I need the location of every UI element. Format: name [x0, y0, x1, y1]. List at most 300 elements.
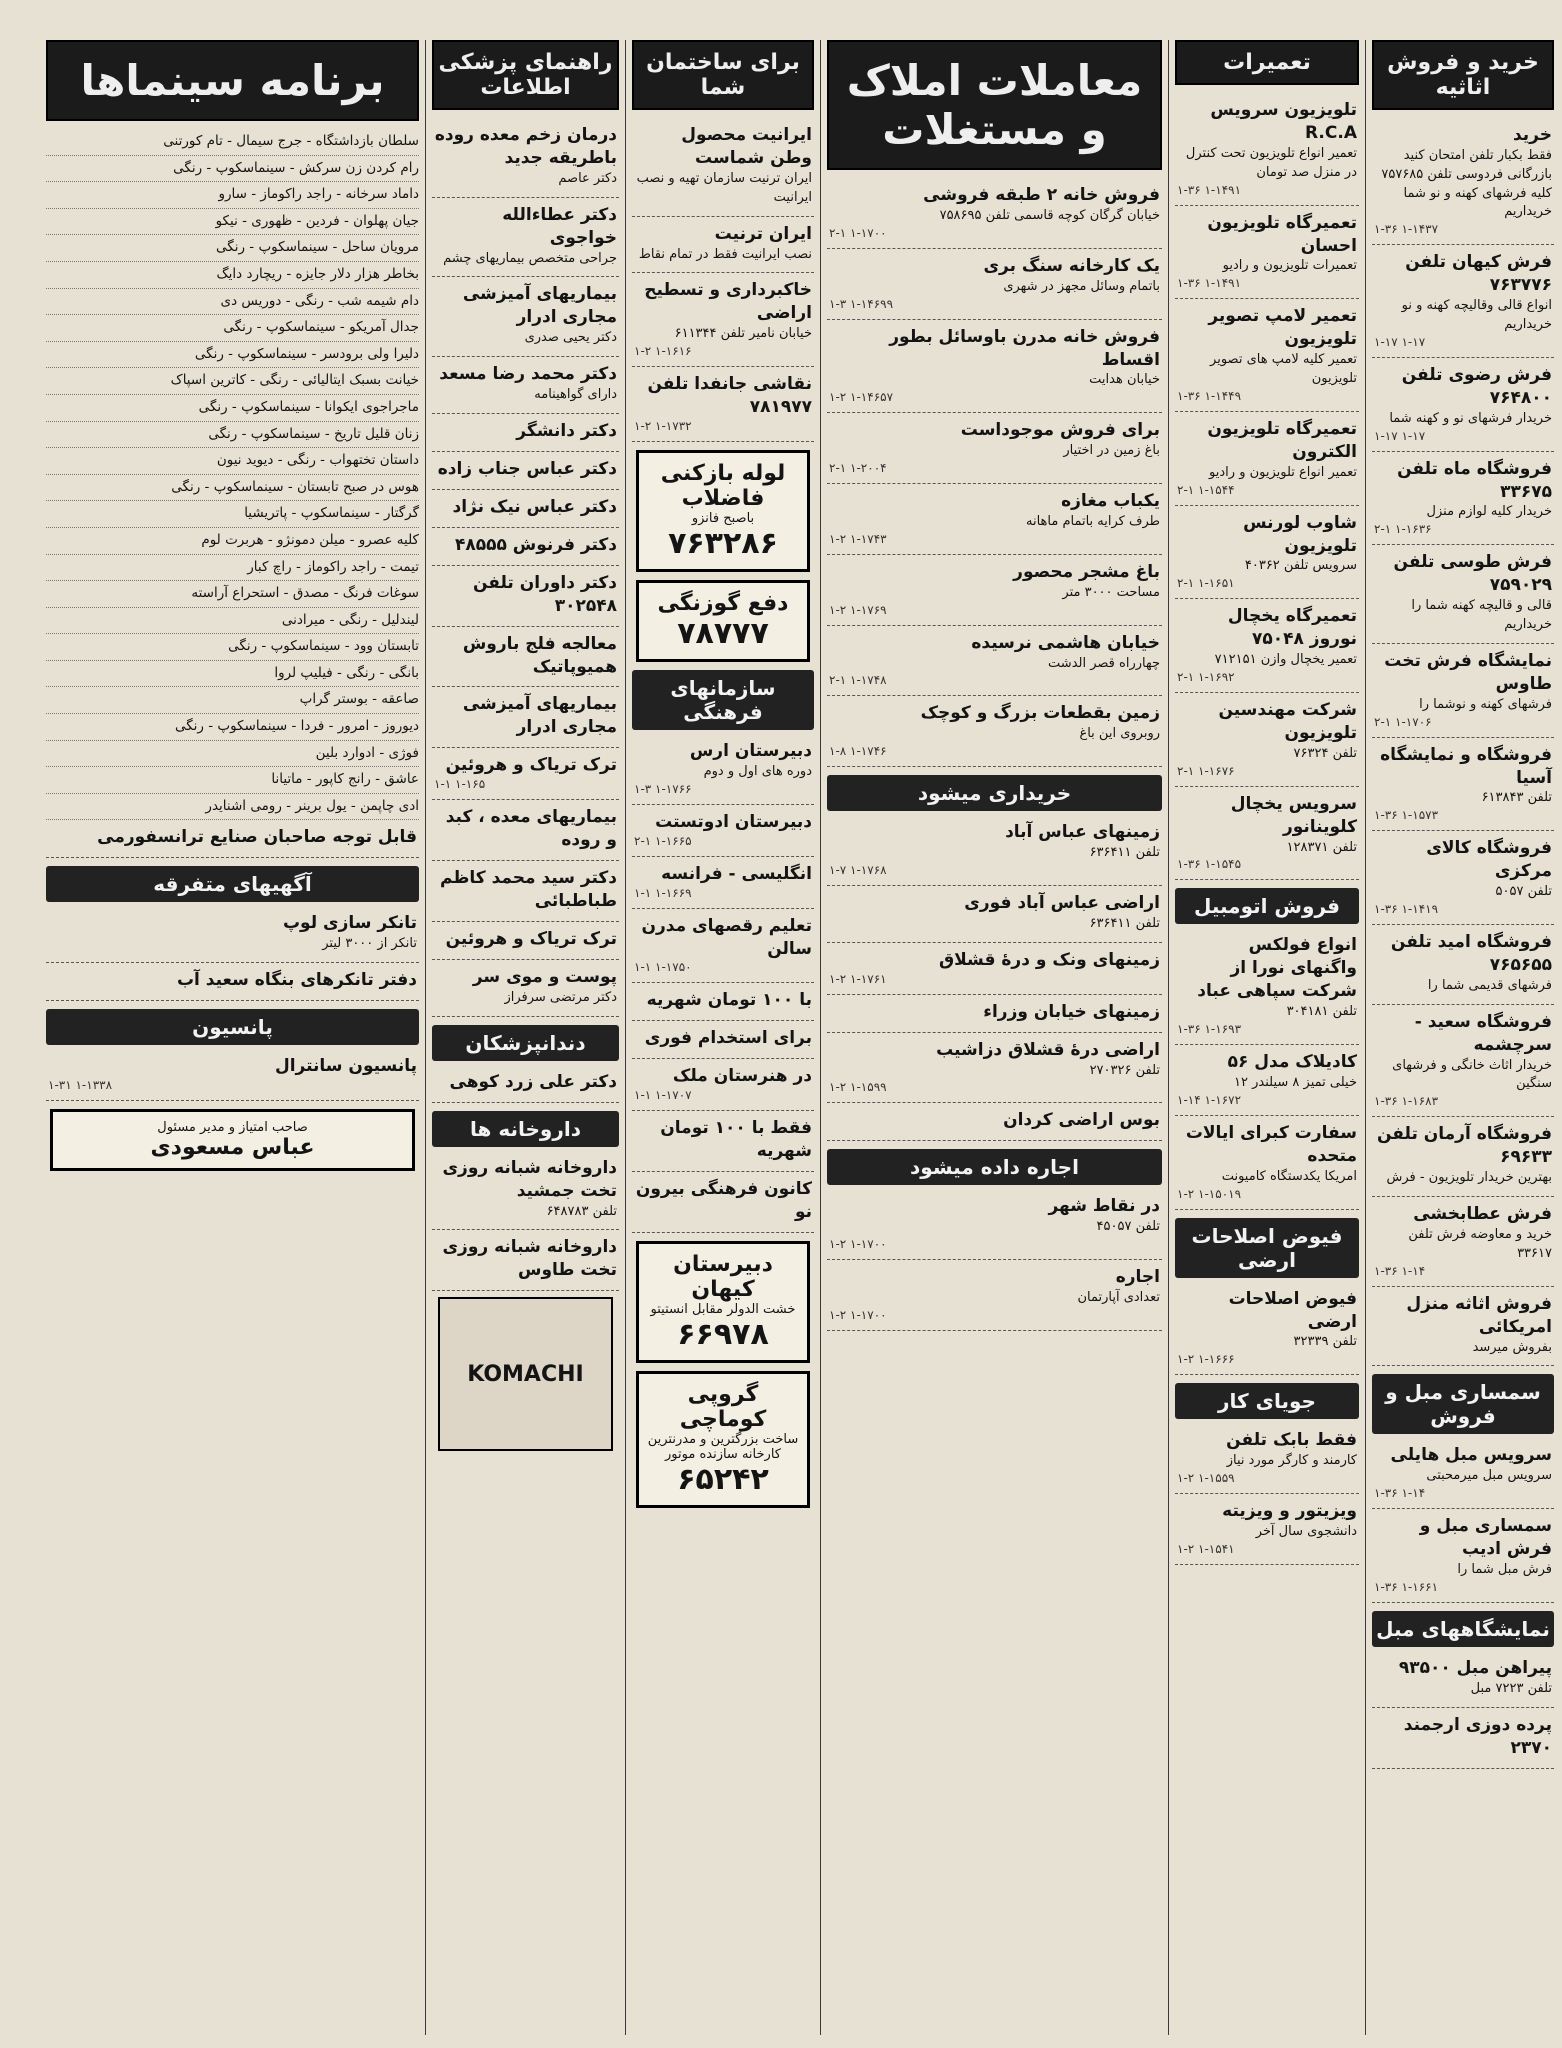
ad-body: فرش مبل شما را	[1457, 1562, 1552, 1578]
classified-ad	[432, 861, 619, 922]
ad-code: ۱-۳۶ ۱-۱۶۸۳	[1374, 1094, 1439, 1109]
ad-code: ۱-۲ ۱-۱۵۹۹	[829, 1080, 887, 1095]
classified-ad	[632, 734, 814, 805]
ad-code: ۱-۲ ۱-۱۵۴۱	[1177, 1541, 1235, 1556]
ad-title: زمینهای عباس آباد	[1005, 822, 1160, 843]
classified-ad	[632, 1172, 814, 1233]
ad-body: تلفن ۲۷۰۳۲۶	[1089, 1062, 1160, 1078]
classified-ad	[827, 413, 1162, 484]
ad-body: روبروی این باغ	[1079, 726, 1160, 742]
ad-code: ۱-۱ ۱-۱۷۰۷	[634, 1088, 692, 1103]
classified-ad	[432, 357, 619, 414]
ad-body: خیلی تمیز ۸ سیلندر ۱۲	[1234, 1075, 1357, 1091]
ad-body: فرشهای قدیمی شما را	[1427, 977, 1552, 993]
ad-title: شرکت مهندسین تلویزیون	[1218, 700, 1357, 743]
classified-ad	[1175, 93, 1359, 206]
ad-title: خیابان هاشمی نرسیده	[971, 632, 1160, 653]
ad-title: دکتر سید محمد کاظم طباطبائی	[440, 868, 617, 912]
classified-ad	[46, 906, 419, 963]
ad-title: فروشگاه کالای مرکزی	[1426, 838, 1552, 882]
classified-ad	[1175, 928, 1359, 1045]
ad-code: ۱-۲ ۱-۱۷۶۱	[829, 971, 887, 986]
ad-code: ۲-۱ ۱-۱۶۶۵	[634, 833, 692, 848]
ad-title: پوست و موی سر	[472, 966, 617, 987]
ad-code: ۱-۳۶ ۱-۱۶۹۳	[1177, 1022, 1242, 1037]
ad-body: خیابان نامیر تلفن ۶۱۱۳۴۴	[674, 326, 812, 342]
ad-code: ۱-۳۶ ۱-۱۴	[1374, 1263, 1426, 1278]
boxed-ad-phone: ۷۸۷۷۷	[677, 615, 769, 651]
komachi-ad-sub: ساخت بزرگترین و مدرنترین کارخانه سازنده موتور	[647, 1432, 799, 1463]
ad-code: ۱-۱۴ ۱-۱۶۷۲	[1177, 1092, 1242, 1107]
ad-title: فروشگاه و نمایشگاه آسیا	[1380, 744, 1552, 788]
ad-code: ۱-۳۶ ۱-۱۴۱۹	[1374, 902, 1439, 917]
classified-ad	[632, 367, 814, 442]
ad-code: ۱-۳۶ ۱-۱۴۴۹	[1177, 388, 1242, 403]
classified-ad	[827, 815, 1162, 886]
classified-ad	[827, 178, 1162, 249]
ad-body: خریدار کلیه لوازم منزل	[1426, 504, 1552, 520]
classified-ad	[432, 922, 619, 960]
ad-code: ۱-۱۷ ۱-۱۷	[1374, 334, 1426, 349]
ad-code: ۱-۲ ۱-۱۶۱۶	[634, 344, 692, 359]
ad-code: ۲-۱ ۱-۱۷۰۶	[1374, 714, 1432, 729]
school-ad-sub: خشت الدولر مقابل انستیتو	[650, 1302, 796, 1318]
classified-ad	[432, 800, 619, 861]
komachi-logo: KOMACHI	[438, 1297, 613, 1451]
ad-body: باغ زمین در اختیار	[1063, 443, 1160, 459]
ad-title: زمینهای ونک و درهٔ قشلاق	[938, 949, 1160, 970]
ad-body: تلفن ۶۱۳۸۴۳	[1481, 790, 1552, 806]
ad-code: ۱-۱ ۱-۱۷۵۰	[634, 960, 692, 975]
ad-title: دکتر دانشگر	[516, 420, 617, 441]
ad-body: تلفن ۱۲۸۳۷۱	[1286, 839, 1357, 855]
ad-code: ۲-۱ ۱-۱۶۳۶	[1374, 522, 1432, 537]
ad-code: ۱-۳۶ ۱-۱۴۹۱	[1177, 276, 1242, 291]
cinema-listing: تیمت - راجد راکوماز - راچ کبار	[46, 555, 419, 582]
cinema-listing: جیان پهلوان - فردین - ظهوری - نیکو	[46, 209, 419, 236]
classified-ad	[632, 118, 814, 217]
cinema-listing: تابستان وود - سینماسکوپ - رنگی	[46, 634, 419, 661]
ad-code: ۱-۲ ۱-۱۴۶۵۷	[829, 390, 894, 405]
classified-ad	[1372, 1708, 1554, 1769]
classified-ad	[1175, 1116, 1359, 1210]
ad-title: نقاشی جانفدا تلفن ۷۸۱۹۷۷	[647, 374, 812, 417]
ad-title: اراضی درهٔ قشلاق دزاشیب	[936, 1039, 1160, 1060]
section-heading: سمساری مبل و فروش	[1372, 1374, 1554, 1434]
ad-body: بفروش میرسد	[1472, 1339, 1552, 1355]
ad-code: ۱-۳۶ ۱-۱۴۳۷	[1374, 222, 1439, 237]
cinema-header: برنامه سینماها	[46, 40, 419, 121]
classified-ad	[632, 1021, 814, 1059]
ad-title: بیماریهای آمیزشی مجاری ادرار	[462, 284, 617, 328]
ad-title: دبیرستان ارس	[689, 740, 812, 761]
ad-title: خرید	[1512, 125, 1552, 145]
ad-code: ۱-۱ ۱-۱۶۵	[434, 777, 486, 792]
cinema-listing: فوژی - ادوارد بلین	[46, 741, 419, 768]
ad-body: قالی و قالیچه کهنه شما را خریداریم	[1411, 598, 1552, 633]
cinema-listing: زنان قلیل تاریخ - سینماسکوپ - رنگی	[46, 422, 419, 449]
cinema-listing: ادی چاپمن - یول برینر - رومی اشنایدر	[46, 794, 419, 821]
boxed-ad-title: لوله بازکنی فاضلاب	[660, 460, 786, 511]
classified-ad	[1175, 1282, 1359, 1376]
ad-body: تعمیر یخچال وازن ۷۱۲۱۵۱	[1214, 652, 1357, 668]
cinema-column	[40, 40, 425, 2035]
ad-title: ترک تریاک و هروئین	[445, 755, 617, 776]
ad-title: کادیلاک مدل ۵۶	[1227, 1052, 1357, 1073]
ad-body: تعدادی آپارتمان	[1077, 1290, 1160, 1306]
ad-body: تعمیر انواع تلویزیون و رادیو	[1209, 464, 1357, 480]
cinema-listing: داستان تختهواب - رنگی - دیوید نیون	[46, 448, 419, 475]
cinema-listing: سلطان بازداشتگاه - جرج سیمال - تام کورتنی	[46, 129, 419, 156]
classified-ad	[432, 1065, 619, 1103]
ad-title: فروشگاه سعید - سرچشمه	[1414, 1011, 1552, 1055]
cinema-listing: بخاطر هزار دلار جایزه - ریچارد دایگ	[46, 262, 419, 289]
ad-code: ۱-۸ ۱-۱۷۴۶	[829, 744, 887, 759]
ad-title: کانون فرهنگی بیرون نو	[635, 1179, 812, 1223]
classified-ad	[432, 960, 619, 1017]
classified-ad	[632, 805, 814, 857]
ad-body: باتمام وسائل مجهز در شهری	[1003, 278, 1160, 294]
repairs-header: تعمیرات	[1175, 40, 1359, 85]
ad-body: فقط بکبار تلفن امتحان کنید بازرگانی فردوسی تلفن ۷۵۷۶۸۵ کلیه فرشهای کهنه و نو شما خریداریم	[1381, 147, 1552, 220]
ad-title: سرویس مبل هایلی	[1390, 1445, 1552, 1466]
classified-ad	[432, 1230, 619, 1291]
classified-ad	[632, 857, 814, 909]
ad-title: پرده دوزی ارجمند ۲۳۷۰	[1403, 1714, 1552, 1758]
ad-code: ۱-۲ ۱-۱۶۶۶	[1177, 1352, 1235, 1367]
ad-body: دانشجوی سال آخر	[1255, 1524, 1357, 1540]
classified-ad	[1372, 1509, 1554, 1603]
repairs-column	[1168, 40, 1365, 2035]
classified-ad	[1175, 206, 1359, 300]
classified-ad	[1372, 452, 1554, 546]
owner-name: عباس مسعودی	[150, 1135, 315, 1161]
section-heading: فروش اتومبیل	[1175, 888, 1359, 924]
ad-title: فروشگاه ماه تلفن ۳۳۶۷۵	[1397, 458, 1552, 502]
ad-code: ۱-۱۷ ۱-۱۷	[1374, 428, 1426, 443]
ad-title: ترک تریاک و هروئین	[445, 929, 617, 949]
classified-ad	[432, 1151, 619, 1231]
cinema-listing: ماجراجوی ایکوانا - سینماسکوپ - رنگی	[46, 395, 419, 422]
ad-body: جراحی متخصص بیماریهای چشم	[443, 250, 617, 266]
ad-body: تلفن ۶۳۶۴۱۱	[1089, 915, 1160, 931]
classified-ad	[46, 1049, 419, 1101]
ad-code: ۱-۲ ۱-۱۷۰۰	[829, 1307, 887, 1322]
ad-code: ۱-۳ ۱-۱۷۶۶	[634, 781, 692, 796]
ad-title: فقط با ۱۰۰ تومان شهریه	[660, 1118, 812, 1162]
buysell-column	[1365, 40, 1560, 2035]
ad-body: خیابان هدایت	[1089, 372, 1160, 388]
ad-code: ۱-۳۶ ۱-۱۵۴۵	[1177, 857, 1242, 872]
classified-ad	[632, 1059, 814, 1111]
ad-code: ۱-۱ ۱-۱۶۶۹	[634, 885, 692, 900]
realestate-header: معاملات املاک و مستغلات	[827, 40, 1162, 170]
ad-body: تعمیر کلیه لامپ های تصویر تلویزیون	[1210, 352, 1357, 386]
cinema-listing: بانگی - رنگی - فیلیپ لروا	[46, 661, 419, 688]
ad-code: ۱-۷ ۱-۱۷۶۸	[829, 862, 887, 877]
ad-code: ۱-۳۶ ۱-۱۴	[1374, 1486, 1426, 1501]
ad-title: تعمیر لامپ تصویر تلویزیون	[1208, 306, 1357, 350]
building-column	[625, 40, 820, 2035]
ad-code: ۲-۱ ۱-۱۶۹۲	[1177, 670, 1235, 684]
boxed-ad-sub: باصبح فانزو	[691, 510, 755, 526]
classified-ad	[827, 484, 1162, 555]
ad-title: فیوض اصلاحات ارضی	[1228, 1288, 1357, 1332]
classified-ad	[432, 277, 619, 357]
boxed-ad	[636, 580, 810, 662]
ad-code: ۱-۲ ۱-۱۵۰۱۹	[1177, 1186, 1242, 1201]
ad-body: مساحت ۳۰۰۰ متر	[1062, 584, 1160, 600]
ad-title: یکباب مغازه	[1061, 491, 1160, 512]
ad-title: دکتر محمد رضا مسعد	[439, 364, 617, 385]
ad-code: ۲-۱ ۱-۱۷۴۸	[829, 673, 887, 688]
ad-title: داروخانه شبانه روزی تخت جمشید	[442, 1157, 617, 1201]
classified-ad	[632, 217, 814, 274]
ad-title: با ۱۰۰ تومان شهریه	[646, 990, 812, 1011]
classified-ad	[1175, 1494, 1359, 1565]
ad-body: انواع قالی وقالیچه کهنه و نو خریداریم	[1401, 298, 1552, 333]
building-header: برای ساختمان شما	[632, 40, 814, 110]
classified-ad	[827, 696, 1162, 767]
classified-ad	[827, 626, 1162, 697]
classified-ad	[632, 1111, 814, 1172]
ad-title: اراضی عباس آباد فوری	[964, 892, 1160, 913]
section-heading: سازمانهای فرهنگی	[632, 670, 814, 730]
ad-title: بوس اراضی کردان	[1003, 1110, 1160, 1131]
ad-body: تلفن ۶۴۸۷۸۳	[546, 1203, 617, 1219]
ad-code: ۲-۱ ۱-۲۰۰۴	[829, 461, 887, 476]
cinema-listing: سوغات فرنگ - مصدق - استحراع آراسته	[46, 581, 419, 608]
classified-ad	[827, 249, 1162, 320]
classified-ad	[432, 198, 619, 278]
ad-title: ایران ترنیت	[714, 223, 812, 244]
ad-title: تانکر سازی لوپ	[282, 913, 417, 934]
ad-body: تلفن ۵۰۵۷	[1495, 884, 1552, 900]
cinema-listing: کلیه عصرو - میلن دمونژو - هربرت لوم	[46, 528, 419, 555]
ad-body: فرشهای کهنه و نوشما را	[1419, 696, 1552, 712]
classified-ad	[1175, 1423, 1359, 1494]
classified-ad	[1175, 506, 1359, 600]
classified-ad	[827, 320, 1162, 414]
classified-ad	[46, 963, 419, 1001]
cinema-listing: عاشق - رانج کاپور - ماتیانا	[46, 767, 419, 794]
ad-body: دوره های اول و دوم	[703, 763, 812, 779]
ad-title: تعمیرگاه یخچال نوروز ۷۵۰۴۸	[1227, 606, 1357, 650]
ad-title: سرویس یخچال کلوینانور	[1230, 793, 1357, 837]
ad-title: در هنرستان ملک	[672, 1066, 812, 1087]
ad-code: ۲-۱ ۱-۱۵۴۴	[1177, 482, 1235, 497]
ad-title: دفتر تانکرهای بنگاه سعید آب	[176, 970, 417, 991]
ad-title: بیماریهای معده ، کبد و روده	[445, 807, 617, 851]
newspaper-page	[40, 40, 1560, 2035]
ad-title: اجاره	[1115, 1267, 1160, 1288]
classified-ad	[1175, 599, 1359, 693]
ad-title: دکتر علی زرد کوهی	[449, 1071, 617, 1092]
komachi-ad-phone: ۶۵۲۴۲	[677, 1462, 769, 1498]
ad-body: تلفن ۶۳۶۴۱۱	[1089, 845, 1160, 861]
ad-code: ۱-۲ ۱-۱۷۴۳	[829, 531, 887, 546]
classified-ad	[1372, 1197, 1554, 1287]
ad-body: تلفن ۳۲۳۳۹	[1293, 1334, 1357, 1350]
cinema-listing: دیوروز - امرور - فردا - سینماسکوپ - رنگی	[46, 714, 419, 741]
komachi-ad	[636, 1371, 810, 1508]
ad-title: ایرانیت محصول وطن شماست	[681, 125, 812, 168]
cinema-listing: جدال آمریکو - سینماسکوپ - رنگی	[46, 315, 419, 342]
classified-ad	[1372, 545, 1554, 644]
classified-ad	[1372, 738, 1554, 832]
ad-title: انگلیسی - فرانسه	[661, 863, 812, 884]
classified-ad	[432, 627, 619, 688]
classified-ad	[632, 909, 814, 984]
cinema-listing: صاعقه - بوستر گراپ	[46, 687, 419, 714]
ad-code: ۱-۲ ۱-۱۷۶۹	[829, 602, 887, 617]
ad-body: سرویس مبل میرمحبتی	[1426, 1468, 1552, 1484]
section-heading: نمایشگاههای مبل	[1372, 1611, 1554, 1647]
ad-title: فروش خانه ۲ طبقه فروشی	[923, 185, 1160, 205]
ad-body: تلفن ۳۰۴۱۸۱	[1286, 1004, 1357, 1020]
classified-ad	[1372, 644, 1554, 738]
ad-title: در نقاط شهر	[1048, 1196, 1160, 1217]
medical-header: راهنمای پزشکی اطلاعات	[432, 40, 619, 110]
cinema-listing: هوس در صبح تابستان - سینماسکوپ - رنگی	[46, 475, 419, 502]
ad-title: انواع فولکس واگنهای نورا از شرکت سپاهی عباد	[1197, 935, 1357, 1002]
ad-body: خرید و معاوضه فرش تلفن ۳۳۶۱۷	[1408, 1226, 1552, 1261]
ad-body: تانکر از ۳۰۰۰ لیتر	[322, 936, 417, 952]
classified-ad	[432, 687, 619, 748]
boxed-ad-phone: ۷۶۳۲۸۶	[668, 525, 778, 561]
ad-body: خیابان گرگان کوچه قاسمی تلفن ۷۵۸۶۹۵	[939, 207, 1160, 223]
realestate-column	[820, 40, 1168, 2035]
classified-ad	[432, 452, 619, 490]
ad-code: ۱-۳ ۱-۱۴۶۹۹	[829, 296, 894, 311]
ad-body: تلفن ۷۲۲۳ مبل	[1470, 1680, 1552, 1696]
classified-ad	[432, 528, 619, 566]
ad-title: فرش رضوی تلفن ۷۶۴۸۰۰	[1401, 364, 1552, 408]
classified-ad	[1372, 118, 1554, 245]
ad-body: دکتر یحیی صدری	[524, 330, 617, 346]
ad-body: تلفن ۴۵۰۵۷	[1096, 1219, 1160, 1235]
ad-title: سفارت کبرای ایالات متحده	[1185, 1122, 1357, 1166]
komachi-ad-title: گروپی کوماچی	[679, 1382, 767, 1433]
ad-code: ۱-۳۱ ۱-۱۳۳۸	[48, 1078, 113, 1093]
ad-title: بیماریهای آمیزشی مجاری ادرار	[462, 694, 617, 738]
cinema-listing: گرگتار - سینماسکوپ - پاتریشیا	[46, 501, 419, 528]
top-notice	[46, 820, 419, 858]
ad-code: ۱-۲ ۱-۱۷۳۲	[634, 418, 692, 433]
classified-ad	[1175, 412, 1359, 506]
ad-title: فروش اثاثه منزل امریکائی	[1406, 1293, 1552, 1337]
classified-ad	[432, 748, 619, 800]
classified-ad	[827, 555, 1162, 626]
classified-ad	[632, 983, 814, 1021]
ad-body: چهارراه قصر الدشت	[1048, 655, 1160, 671]
ad-body: دکتر عاصم	[558, 170, 617, 186]
classified-ad	[827, 1260, 1162, 1331]
section-heading: پانسیون	[46, 1009, 419, 1045]
ad-title: دبیرستان ادوتستت	[655, 811, 812, 832]
ad-title: ویزیتور و ویزیته	[1222, 1501, 1357, 1522]
ad-code: ۱-۳۶ ۱-۱۶۶۱	[1374, 1579, 1439, 1594]
ad-title: دکتر فرنوش ۴۸۵۵۵	[454, 534, 617, 555]
school-ad-title: دبیرستان کیهان	[673, 1252, 773, 1303]
ad-body: ایران ترنیت سازمان تهیه و نصب ایرانیت	[636, 170, 812, 205]
ad-title: برای استخدام فوری	[644, 1028, 812, 1049]
ad-code: ۲-۱ ۱-۱۶۵۱	[1177, 576, 1235, 591]
cinema-listing: رام کردن زن سرکش - سینماسکوپ - رنگی	[46, 156, 419, 183]
section-heading: آگهیهای متفرقه	[46, 866, 419, 902]
ad-code: ۱-۲ ۱-۱۷۰۰	[829, 1237, 887, 1252]
ad-body: تعمیر انواع تلویزیون تحت کنترل در منزل صد تومان	[1185, 145, 1357, 180]
classified-ad	[1372, 831, 1554, 925]
medical-column	[425, 40, 625, 2035]
ad-code: ۱-۳۶ ۱-۱۵۷۳	[1374, 808, 1439, 823]
ad-title: تعمیرگاه تلویزیون الکترون	[1207, 418, 1357, 462]
classified-ad	[432, 118, 619, 198]
ad-title: دکتر عباس نیک نژاد	[452, 496, 617, 517]
section-heading: خریداری میشود	[827, 775, 1162, 811]
ad-title: پانسیون سانترال	[274, 1056, 417, 1077]
ad-title: تلویزیون سرویس R.C.A	[1210, 100, 1357, 143]
section-heading: جویای کار	[1175, 1383, 1359, 1419]
ad-body: بهترین خریدار تلویزیون - فرش	[1386, 1170, 1552, 1186]
classified-ad	[1175, 693, 1359, 787]
ad-body: خریدار اثاث خانگی و فرشهای سنگین	[1392, 1057, 1552, 1092]
classified-ad	[1372, 925, 1554, 1005]
classified-ad	[1372, 1117, 1554, 1197]
ad-title: زمین بقطعات بزرگ و کوچک	[920, 703, 1160, 724]
ad-body: طرف کرایه باتمام ماهانه	[1025, 514, 1160, 529]
ad-title: فروشگاه امید تلفن ۷۶۵۶۵۵	[1390, 932, 1552, 975]
ad-code: ۱-۳۶ ۱-۱۴۹۱	[1177, 182, 1242, 197]
ad-title: شاوب لورنس تلویزیون	[1243, 512, 1357, 556]
classified-ad	[1372, 245, 1554, 358]
classified-ad	[827, 995, 1162, 1033]
ad-title: فروشگاه آرمان تلفن ۶۹۶۳۳	[1376, 1124, 1552, 1168]
ad-title: برای فروش موجوداست	[960, 420, 1160, 441]
ad-title: فروش خانه مدرن باوسائل بطور اقساط	[889, 326, 1160, 370]
boxed-ad-title: دفع گوزنگی	[657, 590, 789, 616]
classified-ad	[1372, 1651, 1554, 1708]
classified-ad	[432, 490, 619, 528]
ad-title: تعلیم رقصهای مدرن سالن	[641, 915, 812, 959]
cinema-listing: داماد سرخانه - راجد راکوماز - سارو	[46, 182, 419, 209]
ad-title: زمینهای خیابان وزراء	[983, 1001, 1160, 1022]
ad-title: فقط بابک تلفن	[1226, 1430, 1357, 1451]
school-ad-phone: ۶۶۹۷۸	[677, 1317, 769, 1353]
ad-title: دکتر داوران تلفن ۳۰۲۵۴۸	[472, 572, 617, 616]
cinema-listing: مرویان ساحل - سینماسکوپ - رنگی	[46, 235, 419, 262]
cinema-listing: دام شیمه شب - رنگی - دوریس دی	[46, 289, 419, 316]
ad-body: کارمند و کارگر مورد نیاز	[1226, 1453, 1357, 1469]
classified-ad	[1175, 299, 1359, 412]
classified-ad	[1175, 1045, 1359, 1116]
school-ad	[636, 1241, 810, 1363]
cinema-listing: دلیرا ولی برودسر - سینماسکوپ - رنگی	[46, 342, 419, 369]
owner-box	[50, 1109, 415, 1171]
section-heading: داروخانه ها	[432, 1111, 619, 1147]
owner-label: صاحب امتیاز و مدیر مسئول	[157, 1120, 308, 1136]
ad-body: دکتر مرتضی سرفراز	[504, 989, 617, 1005]
ad-body: تلفن ۷۶۳۲۴	[1293, 745, 1357, 761]
ad-body: امریکا یکدستگاه کامیونت	[1221, 1168, 1357, 1184]
ad-body: خریدار فرشهای نو و کهنه شما	[1389, 410, 1552, 426]
ad-title: باغ مشجر محصور	[1013, 561, 1160, 582]
ad-body: تعمیرات تلویزیون و رادیو	[1222, 258, 1357, 274]
classified-ad	[827, 886, 1162, 943]
ad-title: داروخانه شبانه روزی تخت طاوس	[442, 1237, 617, 1281]
classified-ad	[632, 273, 814, 367]
ad-title: خاکبرداری و تسطیح اراضی	[644, 280, 812, 324]
